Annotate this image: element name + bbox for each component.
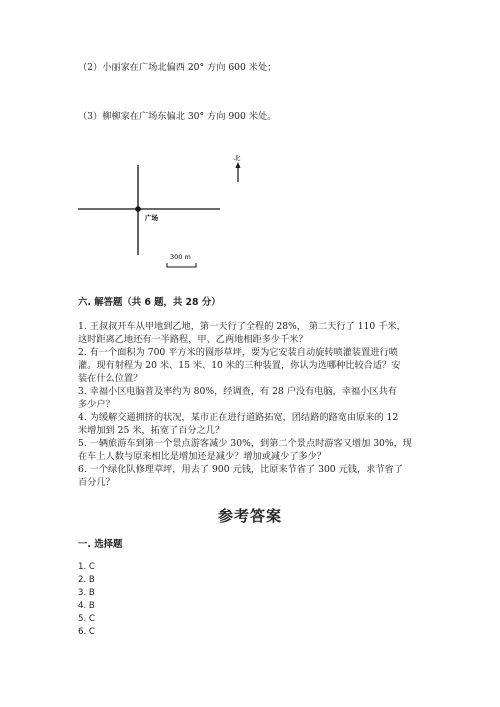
location-line-2: （2）小丽家在广场北偏西 20° 方向 600 米处； [78, 62, 277, 73]
answer-item: 5. C [78, 614, 95, 624]
question-line: 6. 一个绿化队修理草坪，用去了 900 元钱，比原来节省了 300 元钱，求节省了 [78, 464, 403, 475]
answer-item: 4. B [78, 601, 95, 611]
question-line: 这时距离乙地还有一半路程，甲、乙两地相距多少千米？ [78, 334, 308, 345]
section6-heading: 六. 解答题（共 6 题，共 28 分） [78, 297, 221, 308]
question-line: 2. 有一个面积为 700 平方米的圆形草坪，要为它安装自动旋转喷灌装置进行喷 [78, 347, 398, 358]
answer-item: 1. C [78, 562, 95, 572]
question-line: 4. 为缓解交通拥挤的状况，某市正在进行道路拓宽，团结路的路宽由原来的 12 [78, 412, 399, 423]
question-line: 1. 王叔叔开车从甲地到乙地，第一天行了全程的 28%， 第二天行了 110 千米， [78, 321, 406, 332]
question-line: 灌。现有射程为 20 米、15 米、10 米的三种装置，你认为选哪种比较合适？安 [78, 360, 401, 371]
answer-item: 6. C [78, 627, 95, 637]
question-line: 米增加到 25 米，拓宽了百分之几？ [78, 425, 225, 436]
answer-item: 3. B [78, 588, 95, 598]
question-line: 百分几？ [78, 477, 115, 488]
plaza-point [135, 206, 141, 212]
plaza-label: 广场 [145, 214, 158, 222]
answers-subheading: 一. 选择题 [78, 539, 123, 550]
north-arrowhead-icon [236, 162, 241, 168]
question-line: 装在什么位置？ [78, 373, 143, 384]
answer-item: 2. B [78, 575, 95, 585]
question-line: 3. 幸福小区电脑普及率约为 80%，经调查，有 28 户没有电脑，幸福小区共有 [78, 386, 397, 397]
question-line: 在车上人数与原来相比是增加还是减少？增加或减少了多少？ [78, 451, 327, 462]
location-line-3: （3）柳柳家在广场东偏北 30° 方向 900 米处。 [78, 111, 277, 122]
answers-title: 参考答案 [217, 507, 282, 525]
scale-label: 300 m [170, 253, 191, 261]
north-label: 北 [234, 154, 241, 162]
question-line: 5. 一辆旅游车到第一个景点游客减少 30%，到第二个景点时游客又增加 30%，现 [78, 438, 412, 449]
question-line: 多少户？ [78, 399, 115, 410]
plaza-diagram [70, 150, 250, 275]
scale-bar [167, 263, 196, 267]
